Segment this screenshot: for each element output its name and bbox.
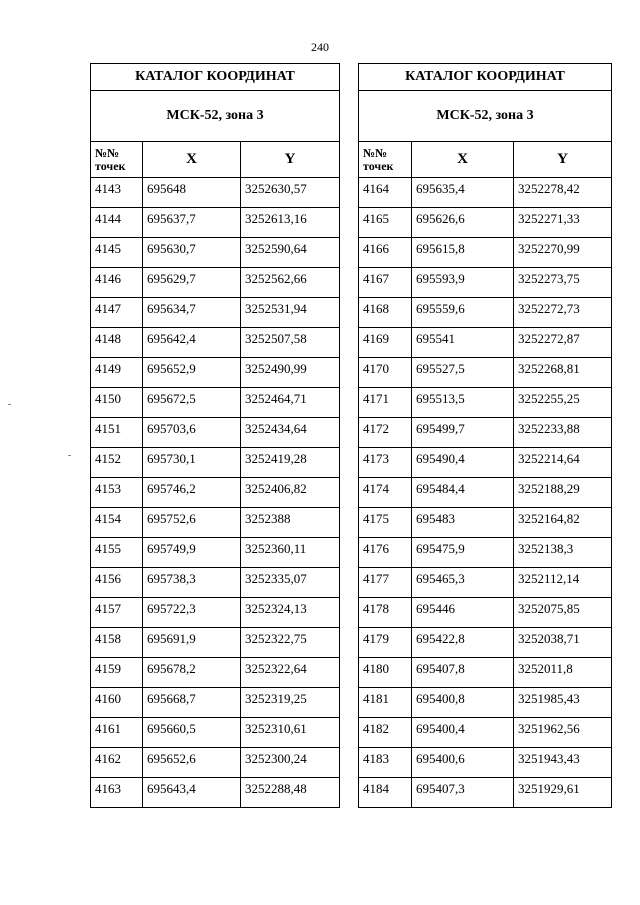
cell-x: 695672,5 <box>143 388 241 418</box>
table-row <box>359 448 612 478</box>
cell-point-number: 4181 <box>359 688 412 718</box>
cell-point-number: 4170 <box>359 358 412 388</box>
cell-point-number: 4156 <box>91 568 143 598</box>
cell-x: 695691,9 <box>143 628 241 658</box>
table-row <box>91 568 340 598</box>
cell-point-number: 4150 <box>91 388 143 418</box>
cell-y: 3252319,25 <box>241 688 340 718</box>
cell-y: 3252613,16 <box>241 208 340 238</box>
cell-y: 3252138,3 <box>514 538 612 568</box>
cell-point-number: 4162 <box>91 748 143 778</box>
scan-mark <box>8 404 11 405</box>
cell-point-number: 4175 <box>359 508 412 538</box>
cell-y: 3252507,58 <box>241 328 340 358</box>
coordinate-table-left <box>90 63 340 808</box>
cell-y: 3252464,71 <box>241 388 340 418</box>
cell-y: 3252490,99 <box>241 358 340 388</box>
coordinate-system: МСК-52, зона 3 <box>359 91 612 142</box>
cell-point-number: 4177 <box>359 568 412 598</box>
cell-point-number: 4157 <box>91 598 143 628</box>
table-row <box>91 628 340 658</box>
table-row <box>91 448 340 478</box>
cell-x: 695749,9 <box>143 538 241 568</box>
cell-y: 3252255,25 <box>514 388 612 418</box>
cell-x: 695746,2 <box>143 478 241 508</box>
table-row <box>91 418 340 448</box>
cell-y: 3252531,94 <box>241 298 340 328</box>
cell-x: 695407,3 <box>412 778 514 808</box>
table-row <box>359 598 612 628</box>
cell-y: 3252360,11 <box>241 538 340 568</box>
cell-x: 695630,7 <box>143 238 241 268</box>
column-header-point-number <box>359 142 412 178</box>
cell-x: 695635,4 <box>412 178 514 208</box>
cell-x: 695626,6 <box>412 208 514 238</box>
cell-x: 695722,3 <box>143 598 241 628</box>
coordinate-system: МСК-52, зона 3 <box>91 91 340 142</box>
table-row <box>359 478 612 508</box>
cell-point-number: 4149 <box>91 358 143 388</box>
table-row <box>359 178 612 208</box>
table-row <box>359 238 612 268</box>
table-row <box>359 718 612 748</box>
cell-y: 3252011,8 <box>514 658 612 688</box>
cell-y: 3252335,07 <box>241 568 340 598</box>
cell-point-number: 4153 <box>91 478 143 508</box>
cell-y: 3252272,73 <box>514 298 612 328</box>
cell-point-number: 4180 <box>359 658 412 688</box>
cell-point-number: 4179 <box>359 628 412 658</box>
cell-x: 695642,4 <box>143 328 241 358</box>
column-header-y: Y <box>241 142 340 178</box>
table-row <box>359 208 612 238</box>
cell-y: 3252268,81 <box>514 358 612 388</box>
cell-x: 695527,5 <box>412 358 514 388</box>
cell-point-number: 4155 <box>91 538 143 568</box>
page-number: 240 <box>311 40 329 54</box>
cell-point-number: 4172 <box>359 418 412 448</box>
cell-point-number: 4146 <box>91 268 143 298</box>
table-row <box>91 598 340 628</box>
table-row <box>359 268 612 298</box>
cell-y: 3252434,64 <box>241 418 340 448</box>
table-row <box>359 568 612 598</box>
cell-point-number: 4165 <box>359 208 412 238</box>
cell-x: 695400,8 <box>412 688 514 718</box>
table-row <box>359 658 612 688</box>
cell-y: 3252388 <box>241 508 340 538</box>
cell-x: 695738,3 <box>143 568 241 598</box>
cell-point-number: 4145 <box>91 238 143 268</box>
table-row <box>91 238 340 268</box>
cell-y: 3252300,24 <box>241 748 340 778</box>
cell-point-number: 4166 <box>359 238 412 268</box>
cell-x: 695643,4 <box>143 778 241 808</box>
cell-point-number: 4164 <box>359 178 412 208</box>
cell-y: 3252270,99 <box>514 238 612 268</box>
table-row <box>91 328 340 358</box>
cell-x: 695407,8 <box>412 658 514 688</box>
cell-y: 3252271,33 <box>514 208 612 238</box>
cell-x: 695484,4 <box>412 478 514 508</box>
cell-x: 695652,9 <box>143 358 241 388</box>
cell-point-number: 4152 <box>91 448 143 478</box>
table-row <box>91 478 340 508</box>
cell-x: 695593,9 <box>412 268 514 298</box>
table-row <box>91 718 340 748</box>
cell-point-number: 4148 <box>91 328 143 358</box>
cell-point-number: 4147 <box>91 298 143 328</box>
cell-y: 3252188,29 <box>514 478 612 508</box>
cell-y: 3252164,82 <box>514 508 612 538</box>
cell-y: 3252322,75 <box>241 628 340 658</box>
table-row <box>359 508 612 538</box>
cell-y: 3251962,56 <box>514 718 612 748</box>
cell-y: 3251985,43 <box>514 688 612 718</box>
cell-point-number: 4161 <box>91 718 143 748</box>
cell-point-number: 4174 <box>359 478 412 508</box>
cell-point-number: 4163 <box>91 778 143 808</box>
cell-point-number: 4173 <box>359 448 412 478</box>
cell-point-number: 4183 <box>359 748 412 778</box>
cell-x: 695400,6 <box>412 748 514 778</box>
table-row <box>359 778 612 808</box>
cell-x: 695730,1 <box>143 448 241 478</box>
table-row <box>359 328 612 358</box>
point-number-header-text: №№ точек <box>363 145 394 173</box>
cell-x: 695465,3 <box>412 568 514 598</box>
cell-x: 695541 <box>412 328 514 358</box>
cell-y: 3252406,82 <box>241 478 340 508</box>
cell-point-number: 4168 <box>359 298 412 328</box>
cell-x: 695499,7 <box>412 418 514 448</box>
cell-y: 3252272,87 <box>514 328 612 358</box>
cell-y: 3251929,61 <box>514 778 612 808</box>
cell-point-number: 4178 <box>359 598 412 628</box>
cell-point-number: 4182 <box>359 718 412 748</box>
cell-x: 695634,7 <box>143 298 241 328</box>
cell-x: 695678,2 <box>143 658 241 688</box>
cell-x: 695703,6 <box>143 418 241 448</box>
scan-mark <box>68 455 71 456</box>
cell-y: 3252630,57 <box>241 178 340 208</box>
column-header-x: X <box>412 142 514 178</box>
cell-y: 3252310,61 <box>241 718 340 748</box>
table-row <box>91 388 340 418</box>
cell-y: 3252419,28 <box>241 448 340 478</box>
table-row <box>91 658 340 688</box>
table-row <box>91 358 340 388</box>
table-row <box>359 628 612 658</box>
cell-x: 695652,6 <box>143 748 241 778</box>
table-row <box>91 688 340 718</box>
cell-y: 3251943,43 <box>514 748 612 778</box>
table-row <box>91 538 340 568</box>
cell-point-number: 4176 <box>359 538 412 568</box>
cell-y: 3252278,42 <box>514 178 612 208</box>
cell-point-number: 4160 <box>91 688 143 718</box>
cell-y: 3252322,64 <box>241 658 340 688</box>
cell-x: 695475,9 <box>412 538 514 568</box>
cell-point-number: 4159 <box>91 658 143 688</box>
column-header-point-number <box>91 142 143 178</box>
cell-x: 695400,4 <box>412 718 514 748</box>
cell-x: 695752,6 <box>143 508 241 538</box>
point-number-header-text: №№ точек <box>95 145 126 173</box>
cell-y: 3252038,71 <box>514 628 612 658</box>
table-row <box>91 268 340 298</box>
table-row <box>359 358 612 388</box>
cell-y: 3252324,13 <box>241 598 340 628</box>
cell-point-number: 4158 <box>91 628 143 658</box>
cell-x: 695615,8 <box>412 238 514 268</box>
cell-x: 695490,4 <box>412 448 514 478</box>
table-row <box>91 298 340 328</box>
table-row <box>359 388 612 418</box>
cell-y: 3252112,14 <box>514 568 612 598</box>
cell-x: 695559,6 <box>412 298 514 328</box>
table-row <box>91 748 340 778</box>
cell-point-number: 4169 <box>359 328 412 358</box>
cell-y: 3252590,64 <box>241 238 340 268</box>
table-row <box>359 538 612 568</box>
cell-x: 695513,5 <box>412 388 514 418</box>
cell-y: 3252562,66 <box>241 268 340 298</box>
column-header-y: Y <box>514 142 612 178</box>
cell-x: 695660,5 <box>143 718 241 748</box>
cell-x: 695668,7 <box>143 688 241 718</box>
cell-y: 3252233,88 <box>514 418 612 448</box>
cell-x: 695629,7 <box>143 268 241 298</box>
cell-point-number: 4167 <box>359 268 412 298</box>
cell-y: 3252288,48 <box>241 778 340 808</box>
table-row <box>359 688 612 718</box>
table-row <box>91 178 340 208</box>
table-row <box>359 418 612 448</box>
cell-y: 3252075,85 <box>514 598 612 628</box>
cell-point-number: 4171 <box>359 388 412 418</box>
table-row <box>359 298 612 328</box>
cell-x: 695483 <box>412 508 514 538</box>
catalog-title: КАТАЛОГ КООРДИНАТ <box>91 64 340 91</box>
column-header-x: X <box>143 142 241 178</box>
cell-point-number: 4143 <box>91 178 143 208</box>
table-row <box>91 208 340 238</box>
table-row <box>91 778 340 808</box>
cell-x: 695648 <box>143 178 241 208</box>
table-row <box>91 508 340 538</box>
cell-x: 695446 <box>412 598 514 628</box>
table-row <box>359 748 612 778</box>
cell-point-number: 4184 <box>359 778 412 808</box>
cell-point-number: 4154 <box>91 508 143 538</box>
cell-point-number: 4151 <box>91 418 143 448</box>
cell-x: 695422,8 <box>412 628 514 658</box>
coordinate-table-right <box>358 63 612 808</box>
cell-point-number: 4144 <box>91 208 143 238</box>
cell-x: 695637,7 <box>143 208 241 238</box>
cell-y: 3252273,75 <box>514 268 612 298</box>
catalog-title: КАТАЛОГ КООРДИНАТ <box>359 64 612 91</box>
cell-y: 3252214,64 <box>514 448 612 478</box>
